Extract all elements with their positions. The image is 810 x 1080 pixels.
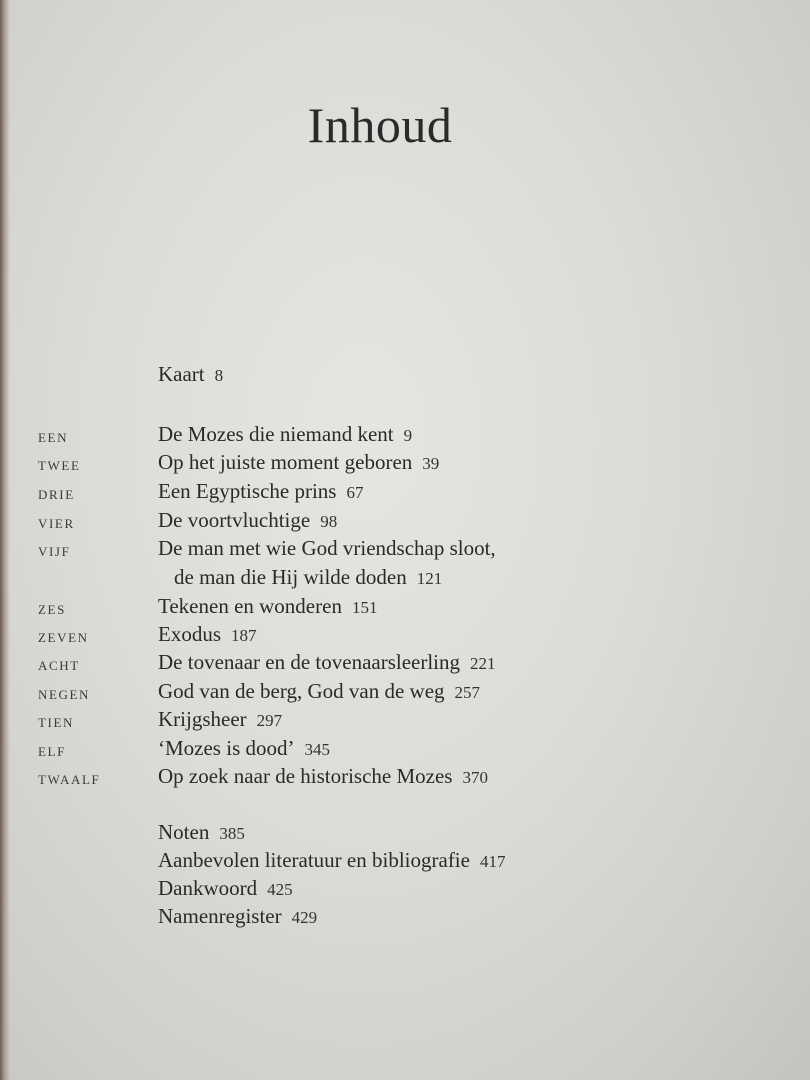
toc-entry-chapter-2 — [0, 450, 810, 478]
entry-title: Namenregister — [158, 904, 282, 928]
entry-page-number: 151 — [351, 598, 378, 617]
entry-title: Krijgsheer — [158, 707, 247, 731]
chapter-number: TIEN — [38, 715, 74, 730]
entry-title: Op het juiste moment geboren — [158, 450, 413, 474]
toc-entry-chapter-5-continuation — [0, 565, 810, 593]
entry-page-number: 98 — [320, 512, 338, 531]
chapter-number: VIJF — [38, 544, 71, 559]
entry-page-number: 429 — [291, 908, 318, 927]
toc-entry-chapter-7 — [0, 622, 810, 650]
entry-page-number: 345 — [304, 740, 330, 759]
chapter-number: EEN — [38, 430, 69, 445]
chapter-number: ELF — [38, 744, 66, 759]
entry-page-number: 370 — [462, 768, 488, 787]
entry-page-number: 121 — [416, 569, 443, 588]
entry-title: Een Egyptische prins — [158, 479, 337, 503]
entry-title: Op zoek naar de historische Mozes — [158, 764, 453, 788]
entry-title: ‘Mozes is dood’ — [158, 736, 295, 760]
chapter-number: TWEE — [38, 458, 81, 473]
entry-page-number: 297 — [256, 711, 283, 730]
entry-text — [158, 764, 488, 789]
entry-text — [158, 679, 480, 704]
entry-text — [158, 508, 337, 533]
entry-text — [158, 536, 496, 561]
chapter-number: ACHT — [38, 658, 80, 673]
entry-page-number: 8 — [214, 366, 224, 385]
toc-entry-noten — [0, 820, 810, 848]
entry-page-number: 39 — [422, 454, 440, 473]
toc-entry-dankwoord — [0, 876, 810, 904]
toc-entry-namenregister — [0, 904, 810, 932]
entry-title: God van de berg, God van de weg — [158, 679, 445, 703]
entry-text — [158, 904, 317, 929]
chapter-number: ZES — [38, 602, 66, 617]
entry-title: Kaart — [158, 362, 205, 386]
entry-text — [158, 876, 293, 901]
toc-entry-chapter-3 — [0, 479, 810, 507]
toc-entry-kaart — [0, 362, 810, 390]
entry-text — [158, 622, 257, 647]
toc-entry-literatuur — [0, 848, 810, 876]
toc-entry-chapter-5 — [0, 536, 810, 564]
entry-text — [158, 450, 439, 475]
entry-page-number: 425 — [267, 880, 293, 899]
toc-entry-chapter-12 — [0, 764, 810, 792]
page-title: Inhoud — [307, 97, 453, 153]
entry-title: De man met wie God vriendschap sloot, — [158, 536, 496, 560]
entry-title-continuation: de man die Hij wilde doden — [174, 565, 407, 589]
toc-entry-chapter-4 — [0, 508, 810, 536]
toc-entry-chapter-6 — [0, 594, 810, 622]
entry-text — [158, 594, 377, 619]
entry-title: Noten — [158, 820, 210, 844]
entry-text — [158, 362, 223, 387]
entry-page-number: 9 — [403, 426, 413, 445]
entry-text — [158, 422, 412, 447]
toc-entry-chapter-11 — [0, 736, 810, 764]
chapter-number: ZEVEN — [38, 630, 89, 645]
entry-text — [174, 565, 442, 590]
chapter-number: TWAALF — [38, 772, 101, 787]
entry-title: Dankwoord — [158, 876, 258, 900]
chapter-number: VIER — [38, 516, 75, 531]
toc-entry-chapter-1 — [0, 422, 810, 450]
entry-title: Aanbevolen literatuur en bibliografie — [158, 848, 470, 872]
toc-entry-chapter-9 — [0, 679, 810, 707]
entry-title: Tekenen en wonderen — [158, 594, 342, 618]
chapter-number: NEGEN — [38, 687, 91, 702]
entry-text — [158, 736, 330, 761]
entry-title: Exodus — [158, 622, 221, 646]
entry-text — [158, 707, 282, 732]
entry-page-number: 221 — [470, 654, 496, 673]
entry-title: De Mozes die niemand kent — [158, 422, 394, 446]
entry-page-number: 385 — [219, 824, 245, 843]
entry-title: De voortvluchtige — [158, 508, 311, 532]
toc-entry-chapter-8 — [0, 650, 810, 678]
chapter-number: DRIE — [38, 487, 75, 502]
toc-entry-chapter-10 — [0, 707, 810, 735]
entry-text — [158, 820, 245, 845]
entry-page-number: 67 — [346, 483, 364, 502]
entry-page-number: 257 — [454, 683, 481, 702]
entry-text — [158, 479, 363, 504]
entry-page-number: 417 — [479, 852, 506, 871]
entry-title: De tovenaar en de tovenaarsleerling — [158, 650, 461, 674]
entry-text — [158, 848, 505, 873]
entry-text — [158, 650, 496, 675]
entry-page-number: 187 — [231, 626, 257, 645]
